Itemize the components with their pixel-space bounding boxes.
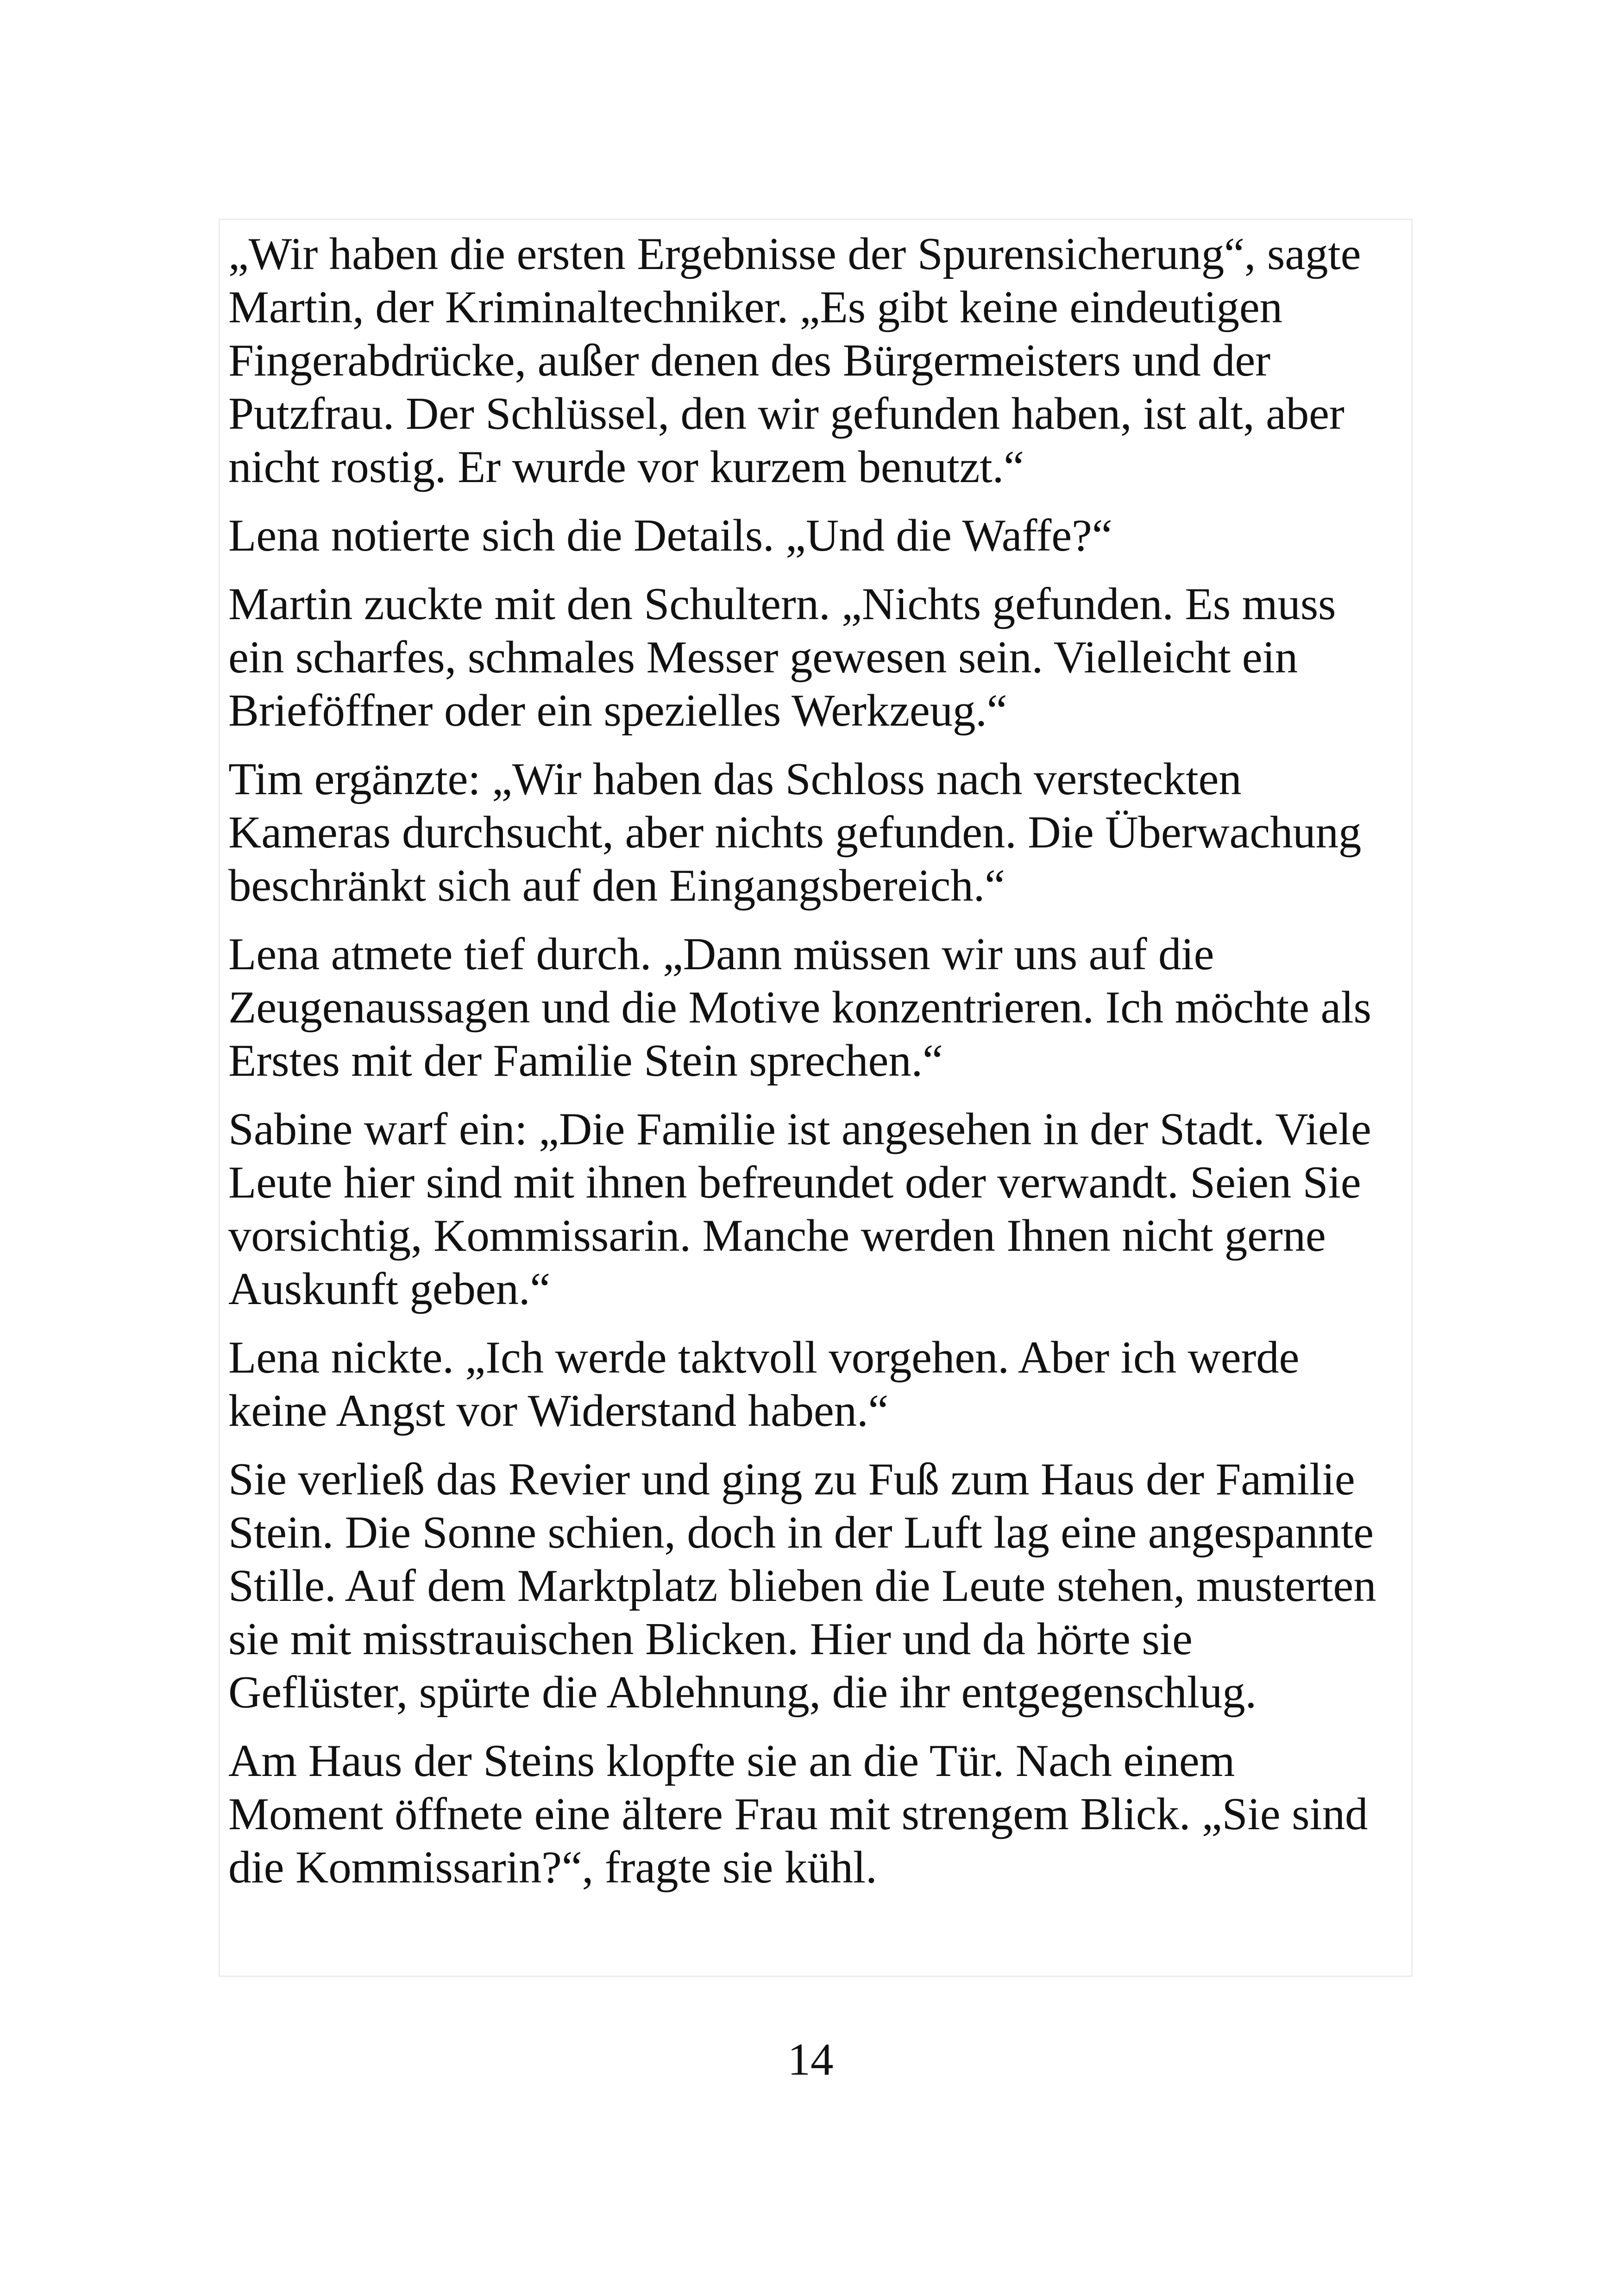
text-frame [219,219,1413,1977]
paragraph: Sabine warf ein: „Die Familie ist angesehen in der Stadt. Viele Leute hier sind mit ihnen befreundet oder verwandt. Seien Sie vorsichtig, Kommissarin. Manche werden Ihnen nicht gerne Auskunft geben.“ [228,1104,1371,1314]
paragraph: Am Haus der Steins klopfte sie an die Tür. Nach einem Moment öffnete eine ältere Frau mit strengem Blick. „Sie sind die Kommissarin?“, fragte sie kühl. [228,1736,1368,1893]
page-number: 14 [787,2034,834,2085]
paragraph: Sie verließ das Revier und ging zu Fuß zum Haus der Familie Stein. Die Sonne schien, doch in der Luft lag eine angespannte Stille. Auf dem Marktplatz blieben die Leute stehen, musterten sie mit misstrauischen Blicken. Hier und da hörte sie Geflüster, spürte die Ablehnung, die ihr entgegenschlug. [228,1454,1376,1718]
paragraph: Lena notierte sich die Details. „Und die Waffe?“ [228,510,1112,561]
paragraph: Martin zuckte mit den Schultern. „Nichts gefunden. Es muss ein scharfes, schmales Messer gewesen sein. Vielleicht ein Brieföffner oder ein spezielles Werkzeug.“ [228,579,1336,736]
paragraph: Lena atmete tief durch. „Dann müssen wir uns auf die Zeugenaussagen und die Motive konzentrieren. Ich möchte als Erstes mit der Familie Stein sprechen.“ [228,929,1371,1086]
paragraph: Tim ergänzte: „Wir haben das Schloss nach versteckten Kameras durchsucht, aber nichts gefunden. Die Überwachung beschränkt sich auf den Eingangsbereich.“ [228,754,1362,911]
paragraph: „Wir haben die ersten Ergebnisse der Spurensicherung“, sagte Martin, der Kriminaltechniker. „Es gibt keine eindeutigen Fingerabdrücke, außer denen des Bürgermeisters und der Putzfrau. Der Schlüssel, den wir gefunden haben, ist alt, aber nicht rostig. Er wurde vor kurzem benutzt.“ [228,229,1361,492]
paragraph: Lena nickte. „Ich werde taktvoll vorgehen. Aber ich werde keine Angst vor Widerstand haben.“ [228,1332,1300,1436]
